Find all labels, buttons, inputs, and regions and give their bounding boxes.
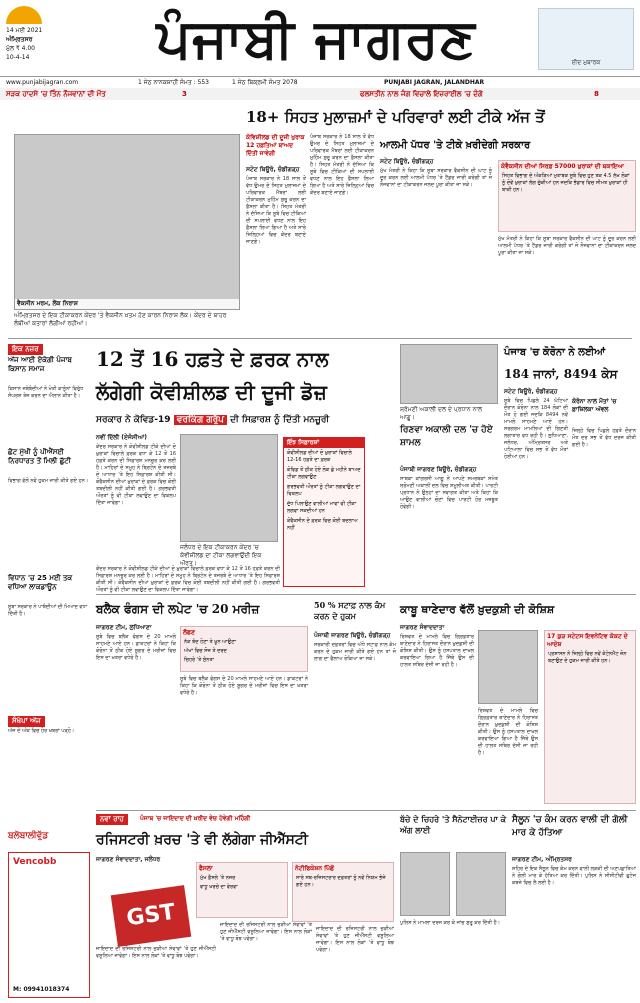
- fungus-symptoms-box: [180, 626, 308, 672]
- gst-headline[interactable]: ਰਜਿਸਟਰੀ ਖ਼ਰਚ 'ਤੇ ਵੀ ਲੱਗੇਗਾ ਜੀਐੱਸਟੀ: [96, 832, 308, 848]
- staff-order-byline: ਪੰਜਾਬੀ ਜਾਗਰਣ ਬਿਊਰੋ, ਚੰਡੀਗੜ੍ਹ: [314, 632, 391, 639]
- fungus-symptoms-title: ਲੱਛਣ: [183, 629, 195, 636]
- covishield-recommendations-box: [283, 437, 365, 587]
- suicide-photo: [478, 630, 538, 704]
- side-item-3-body: ਸੂਬਾ ਸਰਕਾਰ ਨੇ ਪਾਬੰਦੀਆਂ ਦੀ ਮਿਆਦ ਵਧਾ ਦਿੱਤੀ ਹੈ।: [8, 604, 88, 617]
- corona-sub-head[interactable]: ਕੋਰੋਨਾ ਨਾਲ ਮੌਤਾਂ 'ਚ ਫ਼ਾਜ਼ਿਲਕਾ ਅੱਵਲ: [572, 398, 617, 413]
- salon-body: ਸ਼ਹਿਰ ਦੇ ਇਕ ਸੈਲੂਨ ਵਿਚ ਕੰਮ ਕਰਨ ਵਾਲੀ ਲੜਕੀ ਦੀ ਅਣਪਛਾਤਿਆਂ ਨੇ ਗੋਲੀ ਮਾਰ ਕੇ ਹੱਤਿਆ ਕਰ ਦਿੱਤੀ। ਪੁਲਿਸ ਨੇ ਸੀਸੀਟੀਵੀ ਫੁਟੇਜ ਕਬਜ਼ੇ ਵਿਚ ਲੈ ਲਈ ਹੈ।: [512, 866, 636, 886]
- website-link[interactable]: www.punjabijagran.com: [6, 79, 79, 86]
- gst-decision-item: ਮੁੱਖ ਫ਼ੈਸਲੇ 'ਤੇ ਨਜ਼ਰ: [200, 875, 236, 881]
- containment-body: ਪ੍ਰਸ਼ਾਸਨ ਨੇ ਜ਼ਿਲ੍ਹੇ ਵਿਚ ਨਵੇਂ ਕੰਟੇਨਮੈਂਟ ਜ਼ੋਨ ਬਣਾਉਣ ਦੇ ਹੁਕਮ ਜਾਰੀ ਕੀਤੇ ਹਨ।: [548, 651, 627, 664]
- gst-notification-box: [292, 862, 394, 922]
- akali-headline[interactable]: ਰਿਣਵਾ ਅਕਾਲੀ ਦਲ 'ਚ ਹੋਏ ਸ਼ਾਮਲ: [400, 425, 493, 448]
- nanakshahi-samvat: 1 ਜੇਠ ਨਾਨਕਸ਼ਾਹੀ ਸੰਮਤ : 553: [138, 79, 209, 86]
- lead-kicker: ਕੋਵਿਸ਼ੀਲਡ ਦੀ ਦੂਜੀ ਖੁਰਾਕ 12 ਹਫ਼ਤਿਆਂ ਬਾਅਦ ਦਿੱਤੀ ਜਾਵੇਗੀ: [246, 134, 305, 157]
- covaxin-stock-body: ਸਿਹਤ ਵਿਭਾਗ ਦੇ ਅੰਕੜਿਆਂ ਮੁਤਾਬਕ ਸੂਬੇ ਵਿਚ ਹੁਣ ਤਕ 4.5 ਲੱਖ ਲੋਕਾਂ ਨੂੰ ਦੋਵੇਂ ਖ਼ੁਰਾਕਾਂ ਲੱਗ ਚੁੱਕੀਆਂ ਹਨ ਜਦਕਿ ਭੰਡਾਰ ਵਿਚ ਸੀਮਤ ਖ਼ੁਰਾਕਾਂ ਹੀ ਬਾਕੀ ਹਨ।: [502, 173, 630, 193]
- covishield-deck-pre: ਸਰਕਾਰ ਨੇ ਕੋਵਿਡ-19: [96, 415, 171, 425]
- sun-logo-icon: [6, 6, 42, 24]
- kids-photo: [400, 852, 450, 916]
- gst-body-3: ਜਾਇਦਾਦ ਦੀ ਰਜਿਸਟਰੀ ਨਾਲ ਜੁੜੀਆਂ ਸੇਵਾਵਾਂ 'ਤੇ ਹੁਣ ਜੀਐੱਸਟੀ ਵਸੂਲਿਆ ਜਾਵੇਗਾ। ਇਸ ਨਾਲ ਲੋਕਾਂ 'ਤੇ ਵਾਧੂ ਬੋਝ ਪਵੇਗਾ।: [316, 926, 394, 953]
- global-vaccine-headline[interactable]: ਆਲਮੀ ਪੱਧਰ 'ਤੇ ਟੀਕੇ ਖ਼ਰੀਦੇਗੀ ਸਰਕਾਰ: [380, 140, 531, 151]
- publisher-name: PUNJABI JAGRAN, JALANDHAR: [384, 79, 485, 86]
- newspaper-title: ਪੰਜਾਬੀ ਜਾਗਰਣ: [156, 6, 476, 70]
- suicide-headline[interactable]: ਕਾਬੂ ਥਾਣੇਦਾਰ ਵੱਲੋਂ ਖ਼ੁਦਕੁਸ਼ੀ ਦੀ ਕੋਸ਼ਿਸ਼: [400, 603, 555, 616]
- fungus-byline: ਜਾਗਰਣ ਟੀਮ, ਲੁਧਿਆਣਾ: [96, 624, 152, 631]
- teaser-left[interactable]: ਸੜਕ ਹਾਦਸੇ 'ਚ ਤਿੰਨ ਨੌਜਵਾਨਾਂ ਦੀ ਮੌਤ: [6, 90, 106, 98]
- lead-byline: ਸਟੇਟ ਬਿਊਰੋ, ਚੰਡੀਗੜ੍ਹ: [246, 166, 300, 173]
- kids-headline[interactable]: ਬੱਚੇ ਦੇ ਚਿਹਰੇ 'ਤੇ ਸੈਨੇਟਾਈਜ਼ਰ ਪਾ ਕੇ ਅੱਗ ਲਾਈ: [400, 814, 507, 835]
- lead-photo-label: ਵੈਕਸੀਨ ਮਰਮ, ਲੋਕ ਨਿਰਾਸ਼: [15, 299, 239, 309]
- side-item-2-body: ਵਿਭਾਗ ਵੱਲੋਂ ਨਵੇਂ ਹੁਕਮ ਜਾਰੀ ਕੀਤੇ ਗਏ ਹਨ।: [8, 478, 89, 484]
- lead-photo: [14, 134, 240, 310]
- covishield-photo-caption: ਜਲੰਧਰ ਦੇ ਇਕ ਟੀਕਾਕਰਨ ਕੇਂਦਰ 'ਚ ਕੋਵੀਸ਼ੀਲਡ ਦਾ ਟੀਕਾ ਲਗਵਾਉਂਦੀ ਇਕ ਔਰਤ।: [180, 544, 262, 567]
- symptom-item: ਨੱਕ ਬੰਦ ਹੋਣਾ ਤੇ ਖ਼ੂਨ ਆਉਣਾ: [184, 639, 236, 645]
- kids-photo-2: [456, 852, 506, 916]
- recommendations-title: ਇੰਝ ਸਿਫ਼ਾਰਸ਼ਾਂ: [284, 438, 364, 448]
- gst-logo-icon: GST: [111, 885, 192, 947]
- eid-greeting-label: ਈਦ ਮੁਬਾਰਕ: [571, 59, 601, 66]
- side-tag: ਇਕ ਨਜ਼ਰ: [8, 344, 43, 355]
- gst-body-2: ਜਾਇਦਾਦ ਦੀ ਰਜਿਸਟਰੀ ਨਾਲ ਜੁੜੀਆਂ ਸੇਵਾਵਾਂ 'ਤੇ ਹੁਣ ਜੀਐੱਸਟੀ ਵਸੂਲਿਆ ਜਾਵੇਗਾ। ਇਸ ਨਾਲ ਲੋਕਾਂ 'ਤੇ ਵਾਧੂ ਬੋਝ ਪਵੇਗਾ।: [220, 922, 312, 942]
- masthead-info-bar: [0, 76, 640, 88]
- symptom-item: ਅੱਖਾਂ ਵਿਚ ਸੋਜ਼ ਤੇ ਦਰਦ: [184, 648, 227, 654]
- lead-photo-caption: ਅੰਮ੍ਰਿਤਸਰ ਦੇ ਇਕ ਟੀਕਾਕਰਨ ਕੇਂਦਰ 'ਤੇ ਵੈਕਸੀਨ ਖ਼ਤਮ ਹੋਣ ਕਾਰਨ ਨਿਰਾਸ਼ ਲੋਕ। ਕੇਂਦਰ ਦੇ ਬਾਹਰ ਲੰਬੀਆਂ ਕਤਾਰਾਂ ਲੱਗੀਆਂ ਰਹੀਆਂ।: [14, 312, 227, 327]
- gst-kicker-label: ਨਵਾਂ ਰਾਹ: [96, 814, 128, 825]
- gst-notification-title: ਨੋਟੀਫਿਕੇਸ਼ਨ ਪਿੱਛੋਂ: [295, 865, 334, 872]
- vencobb-ad[interactable]: [8, 852, 90, 998]
- lead-body-1: ਪੰਜਾਬ ਸਰਕਾਰ ਨੇ 18 ਸਾਲ ਤੋਂ ਵੱਧ ਉਮਰ ਦੇ ਸਿਹਤ ਮੁਲਾਜ਼ਮਾਂ ਦੇ ਪਰਿਵਾਰਕ ਮੈਂਬਰਾਂ ਲਈ ਟੀਕਾਕਰਨ ਮੁਹਿੰਮ ਸ਼ੁਰੂ ਕਰਨ ਦਾ ਫ਼ੈਸਲਾ ਕੀਤਾ ਹੈ। ਸਿਹਤ ਮੰਤਰੀ ਨੇ ਦੱਸਿਆ ਕਿ ਸੂਬੇ ਵਿਚ ਟੀਕਿਆਂ ਦੀ ਸਪਲਾਈ ਵਧਣ ਨਾਲ ਇਹ ਫ਼ੈਸਲਾ ਲਿਆ ਗਿਆ ਹੈ ਅਤੇ ਸਾਰੇ ਜ਼ਿਲ੍ਹਿਆਂ ਵਿਚ ਕੇਂਦਰ ਬਣਾਏ ਜਾਣਗੇ।: [246, 176, 306, 245]
- suicide-body-2: ਰਿਸ਼ਵਤ ਦੇ ਮਾਮਲੇ ਵਿਚ ਗ੍ਰਿਫ਼ਤਾਰ ਥਾਣੇਦਾਰ ਨੇ ਹਿਰਾਸਤ ਦੌਰਾਨ ਖ਼ੁਦਕੁਸ਼ੀ ਦੀ ਕੋਸ਼ਿਸ਼ ਕੀਤੀ। ਉਸ ਨੂੰ ਹਸਪਤਾਲ ਦਾਖ਼ਲ ਕਰਵਾਇਆ ਗਿਆ ਹੈ ਜਿੱਥੇ ਉਸ ਦੀ ਹਾਲਤ ਸਥਿਰ ਦੱਸੀ ਜਾ ਰਹੀ ਹੈ।: [478, 708, 538, 756]
- teaser-right-page: 8: [594, 90, 599, 98]
- section-divider: [96, 594, 636, 595]
- salon-headline[interactable]: ਸੈਲੂਨ 'ਚ ਕੰਮ ਕਰਨ ਵਾਲੀ ਦੀ ਗੋਲੀ ਮਾਰ ਕੇ ਹੱਤਿਆ: [512, 815, 628, 838]
- corona-deaths-byline: ਸਟੇਟ ਬਿਊਰੋ, ਚੰਡੀਗੜ੍ਹ: [504, 388, 558, 395]
- symptom-item: ਚਿਹਰੇ 'ਤੇ ਸੁੰਨਤਾ: [184, 657, 214, 663]
- covishield-body: ਕੇਂਦਰ ਸਰਕਾਰ ਨੇ ਕੋਵੀਸ਼ੀਲਡ ਟੀਕੇ ਦੀਆਂ ਦੋ ਖ਼ੁਰਾਕਾਂ ਵਿਚਾਲੇ ਫ਼ਰਕ ਵਧਾ ਕੇ 12 ਤੋਂ 16 ਹਫ਼ਤੇ ਕਰਨ ਦੀ ਸਿਫ਼ਾਰਸ਼ ਮਨਜ਼ੂਰ ਕਰ ਲਈ ਹੈ। ਮਾਹਿਰਾਂ ਦੇ ਸਮੂਹ ਨੇ ਬ੍ਰਿਟੇਨ ਦੇ ਤਜਰਬੇ ਦੇ ਆਧਾਰ 'ਤੇ ਇਹ ਸਿਫ਼ਾਰਸ਼ ਕੀਤੀ ਸੀ। ਕੋਵੈਕਸੀਨ ਦੀਆਂ ਖ਼ੁਰਾਕਾਂ ਦੇ ਫ਼ਰਕ ਵਿਚ ਕੋਈ ਤਬਦੀਲੀ ਨਹੀਂ ਕੀਤੀ ਗਈ ਹੈ। ਗਰਭਵਤੀ ਔਰਤਾਂ ਨੂੰ ਵੀ ਟੀਕਾ ਲਵਾਉਣ ਦਾ ਵਿਕਲਪ ਦਿੱਤਾ ਜਾਵੇਗਾ।: [96, 444, 176, 506]
- akali-photo-caption: ਸ਼੍ਰੋਮਣੀ ਅਕਾਲੀ ਦਲ ਦੇ ਪ੍ਰਧਾਨ ਨਾਲ ਆਗੂ।: [400, 406, 483, 421]
- corona-deaths-headline-1[interactable]: ਪੰਜਾਬ 'ਚ ਕੋਰੋਨਾ ਨੇ ਲਈਆਂ: [504, 347, 606, 358]
- covishield-body-2: ਕੇਂਦਰ ਸਰਕਾਰ ਨੇ ਕੋਵੀਸ਼ੀਲਡ ਟੀਕੇ ਦੀਆਂ ਦੋ ਖ਼ੁਰਾਕਾਂ ਵਿਚਾਲੇ ਫ਼ਰਕ ਵਧਾ ਕੇ 12 ਤੋਂ 16 ਹਫ਼ਤੇ ਕਰਨ ਦੀ ਸਿਫ਼ਾਰਸ਼ ਮਨਜ਼ੂਰ ਕਰ ਲਈ ਹੈ। ਮਾਹਿਰਾਂ ਦੇ ਸਮੂਹ ਨੇ ਬ੍ਰਿਟੇਨ ਦੇ ਤਜਰਬੇ ਦੇ ਆਧਾਰ 'ਤੇ ਇਹ ਸਿਫ਼ਾਰਸ਼ ਕੀਤੀ ਸੀ। ਕੋਵੈਕਸੀਨ ਦੀਆਂ ਖ਼ੁਰਾਕਾਂ ਦੇ ਫ਼ਰਕ ਵਿਚ ਕੋਈ ਤਬਦੀਲੀ ਨਹੀਂ ਕੀਤੀ ਗਈ ਹੈ। ਗਰਭਵਤੀ ਔਰਤਾਂ ਨੂੰ ਵੀ ਟੀਕਾ ਲਵਾਉਣ ਦਾ ਵਿਕਲਪ ਦਿੱਤਾ ਜਾਵੇਗਾ।: [96, 566, 280, 593]
- akali-byline: ਪੰਜਾਬੀ ਜਾਗਰਣ ਬਿਊਰੋ, ਚੰਡੀਗੜ੍ਹ: [400, 466, 477, 473]
- gst-decision-title: ਫੈਸਲਾ: [199, 865, 213, 872]
- covishield-byline: ਨਵੀਂ ਦਿੱਲੀ (ਏਜੰਸੀਆਂ): [96, 434, 147, 441]
- staff-order-headline[interactable]: 50 % ਸਟਾਫ਼ ਨਾਲ ਕੰਮ ਕਰਨ ਦੇ ਹੁਕਮ: [314, 600, 386, 621]
- side-tag-2: ਸੰਖੇਪਾਂ ਅੱਜ: [8, 716, 45, 727]
- issue-city: ਅੰਮ੍ਰਿਤਸਰ: [6, 36, 33, 43]
- lead-body-2: ਪੰਜਾਬ ਸਰਕਾਰ ਨੇ 18 ਸਾਲ ਤੋਂ ਵੱਧ ਉਮਰ ਦੇ ਸਿਹਤ ਮੁਲਾਜ਼ਮਾਂ ਦੇ ਪਰਿਵਾਰਕ ਮੈਂਬਰਾਂ ਲਈ ਟੀਕਾਕਰਨ ਮੁਹਿੰਮ ਸ਼ੁਰੂ ਕਰਨ ਦਾ ਫ਼ੈਸਲਾ ਕੀਤਾ ਹੈ। ਸਿਹਤ ਮੰਤਰੀ ਨੇ ਦੱਸਿਆ ਕਿ ਸੂਬੇ ਵਿਚ ਟੀਕਿਆਂ ਦੀ ਸਪਲਾਈ ਵਧਣ ਨਾਲ ਇਹ ਫ਼ੈਸਲਾ ਲਿਆ ਗਿਆ ਹੈ ਅਤੇ ਸਾਰੇ ਜ਼ਿਲ੍ਹਿਆਂ ਵਿਚ ਕੇਂਦਰ ਬਣਾਏ ਜਾਣਗੇ।: [310, 134, 374, 196]
- global-vaccine-body-2: ਮੁੱਖ ਮੰਤਰੀ ਨੇ ਕਿਹਾ ਕਿ ਸੂਬਾ ਸਰਕਾਰ ਵੈਕਸੀਨ ਦੀ ਘਾਟ ਨੂੰ ਦੂਰ ਕਰਨ ਲਈ ਆਲਮੀ ਪੱਧਰ 'ਤੇ ਟੈਂਡਰ ਜਾਰੀ ਕਰੇਗੀ ਤਾਂ ਜੋ ਨੌਜਵਾਨਾਂ ਦਾ ਟੀਕਾਕਰਨ ਜਲਦ ਪੂਰਾ ਕੀਤਾ ਜਾ ਸਕੇ।: [498, 236, 636, 256]
- salon-byline: ਜਾਗਰਣ ਟੀਮ, ਅੰਮ੍ਰਿਤਸਰ: [512, 856, 572, 863]
- covaxin-stock-box: [498, 160, 636, 232]
- section-divider: [8, 338, 632, 339]
- suicide-body: ਰਿਸ਼ਵਤ ਦੇ ਮਾਮਲੇ ਵਿਚ ਗ੍ਰਿਫ਼ਤਾਰ ਥਾਣੇਦਾਰ ਨੇ ਹਿਰਾਸਤ ਦੌਰਾਨ ਖ਼ੁਦਕੁਸ਼ੀ ਦੀ ਕੋਸ਼ਿਸ਼ ਕੀਤੀ। ਉਸ ਨੂੰ ਹਸਪਤਾਲ ਦਾਖ਼ਲ ਕਰਵਾਇਆ ਗਿਆ ਹੈ ਜਿੱਥੇ ਉਸ ਦੀ ਹਾਲਤ ਸਥਿਰ ਦੱਸੀ ਜਾ ਰਹੀ ਹੈ।: [400, 634, 474, 668]
- covaxin-stock-title: ਕੋਵੈਕਸੀਨ ਦੀਆਂ ਸਿਰਫ਼ 57000 ਖ਼ੁਰਾਕਾਂ ਦੀ ਬਕਾਇਆ: [501, 163, 624, 170]
- containment-box: [544, 630, 636, 804]
- issue-price: ਮੁੱਲ ₹ 4.00: [6, 45, 35, 52]
- corona-sub-body: ਜ਼ਿਲ੍ਹੇ ਵਿਚ ਪਿਛਲੇ ਹਫ਼ਤੇ ਦੌਰਾਨ ਮੌਤ ਦਰ ਸਭ ਤੋਂ ਵੱਧ ਦਰਜ ਕੀਤੀ ਗਈ ਹੈ।: [572, 428, 636, 448]
- gst-body: ਜਾਇਦਾਦ ਦੀ ਰਜਿਸਟਰੀ ਨਾਲ ਜੁੜੀਆਂ ਸੇਵਾਵਾਂ 'ਤੇ ਹੁਣ ਜੀਐੱਸਟੀ ਵਸੂਲਿਆ ਜਾਵੇਗਾ। ਇਸ ਨਾਲ ਲੋਕਾਂ 'ਤੇ ਵਾਧੂ ਬੋਝ ਪਵੇਗਾ।: [96, 946, 216, 959]
- ad-title: Vencobb: [13, 857, 57, 867]
- covishield-headline-1[interactable]: 12 ਤੋਂ 16 ਹਫ਼ਤੇ ਦੇ ਫ਼ਰਕ ਨਾਲ: [96, 347, 329, 371]
- gst-decision-box: [196, 862, 288, 918]
- weather-info: 10-4-14: [6, 54, 30, 61]
- covishield-deck-post: ਦੀ ਸਿਫ਼ਾਰਸ਼ ਨੂੰ ਦਿੱਤੀ ਮਨਜ਼ੂਰੀ: [230, 415, 330, 425]
- section-divider: [96, 810, 636, 811]
- masthead-left-info: [6, 6, 88, 62]
- gst-decision-item: ਵਾਧੂ ਖ਼ਰਚੇ ਦਾ ਵੇਰਵਾ: [200, 884, 238, 890]
- teaser-right[interactable]: ਫਲਸਤੀਨ ਨਾਲ ਜੰਗ ਵਿਚਾਲੇ ਇਜ਼ਰਾਈਲ 'ਚ ਦੰਗੇ: [360, 90, 483, 98]
- covishield-headline-2[interactable]: ਲੱਗੇਗੀ ਕੋਵੀਸ਼ੀਲਡ ਦੀ ਦੂਜੀ ਡੋਜ਼: [96, 380, 327, 404]
- corona-deaths-headline-2[interactable]: 184 ਜਾਨਾਂ, 8494 ਕੇਸ: [504, 367, 618, 381]
- lead-headline[interactable]: 18+ ਸਿਹਤ ਮੁਲਾਜ਼ਮਾਂ ਦੇ ਪਰਿਵਾਰਾਂ ਲਈ ਟੀਕੇ ਅੱਜ ਤੋਂ: [246, 108, 545, 126]
- ad-phone: M: 09941018374: [13, 986, 70, 993]
- global-vaccine-byline: ਸਟੇਟ ਬਿਊਰੋ, ਚੰਡੀਗੜ੍ਹ: [380, 158, 434, 165]
- recommendation-item: ਕੋਵਿਡ ਤੋਂ ਠੀਕ ਹੋਏ ਲੋਕ ਛੇ ਮਹੀਨੇ ਬਾਅਦ ਟੀਕਾ ਲਗਵਾਉਣ: [287, 467, 361, 480]
- gst-notification-body: ਸਾਰੇ ਸਬ-ਰਜਿਸਟਰਾਰ ਦਫ਼ਤਰਾਂ ਨੂੰ ਨਵੇਂ ਨਿਯਮ ਭੇਜੇ ਗਏ ਹਨ।: [296, 875, 386, 888]
- teaser-bar: [0, 88, 640, 100]
- side-item-3-head[interactable]: ਵਿਧਾਨ 'ਚ 25 ਮਈ ਤਕ ਵਧਿਆ ਲਾਕਡਾਊਨ: [8, 574, 73, 591]
- fungus-body-2: ਸੂਬੇ ਵਿਚ ਬਲੈਕ ਫੰਗਸ ਦੇ 20 ਮਾਮਲੇ ਸਾਹਮਣੇ ਆਏ ਹਨ। ਡਾਕਟਰਾਂ ਨੇ ਕਿਹਾ ਕਿ ਕੋਰੋਨਾ ਤੋਂ ਠੀਕ ਹੋਏ ਸ਼ੂਗਰ ਦੇ ਮਰੀਜ਼ਾਂ ਵਿਚ ਇਸ ਦਾ ਖ਼ਤਰਾ ਵਧੇਰੇ ਹੈ।: [180, 676, 308, 696]
- issue-date: 14 ਮਈ 2021: [6, 27, 43, 34]
- side-item-1-body: ਕਿਸਾਨ ਜਥੇਬੰਦੀਆਂ ਨੇ ਖੇਤੀ ਕਾਨੂੰਨਾਂ ਵਿਰੁੱਧ ਸੰਘਰਸ਼ ਤੇਜ਼ ਕਰਨ ਦਾ ਐਲਾਨ ਕੀਤਾ ਹੈ।: [8, 386, 84, 399]
- bollywood-badge[interactable]: ਬਲੋਬਾਲੀਵੁੱਡ: [8, 831, 49, 841]
- covishield-deck-highlight: ਵਰਕਿੰਗ ਗਰੁੱਪ: [174, 415, 227, 425]
- gst-kicker: ਪੰਜਾਬ 'ਚ ਜਾਇਦਾਦ ਦੀ ਖ਼ਰੀਦ ਵੇਚ ਹੋਵੇਗੀ ਮਹਿੰਗੀ: [140, 815, 251, 822]
- staff-order-body: ਸਰਕਾਰੀ ਦਫ਼ਤਰਾਂ ਵਿਚ ਅੱਧੇ ਸਟਾਫ਼ ਨਾਲ ਕੰਮ ਕਰਨ ਦੇ ਹੁਕਮ ਜਾਰੀ ਕੀਤੇ ਗਏ ਹਨ ਤਾਂ ਜੋ ਲਾਗ ਦਾ ਫੈਲਾਅ ਰੋਕਿਆ ਜਾ ਸਕੇ।: [314, 642, 396, 662]
- side-item-1-head[interactable]: ਅੱਜ ਆਈ ਏਕੇਗੀ ਪੰਜਾਬ ਕਿਸਾਨ ਸਮਾਜ: [8, 356, 72, 373]
- suicide-byline: ਜਾਗਰਣ ਸੰਵਾਦਦਾਤਾ: [400, 624, 445, 631]
- teaser-left-page: 3: [182, 90, 187, 98]
- akali-photo: [400, 344, 498, 404]
- eid-greeting-panel: [538, 8, 634, 70]
- akali-body: ਸਾਬਕਾ ਕਾਂਗਰਸੀ ਆਗੂ ਨੇ ਆਪਣੇ ਸਮਰਥਕਾਂ ਸਮੇਤ ਸ਼੍ਰੋਮਣੀ ਅਕਾਲੀ ਦਲ ਵਿਚ ਸ਼ਮੂਲੀਅਤ ਕੀਤੀ। ਪਾਰਟੀ ਪ੍ਰਧਾਨ ਨੇ ਉਨ੍ਹਾਂ ਦਾ ਸਵਾਗਤ ਕੀਤਾ ਅਤੇ ਕਿਹਾ ਕਿ ਆਉਣ ਵਾਲੀਆਂ ਚੋਣਾਂ ਵਿਚ ਪਾਰਟੀ ਹੋਰ ਮਜ਼ਬੂਤ ਹੋਵੇਗੀ।: [400, 476, 498, 510]
- masthead: [0, 0, 640, 100]
- covishield-photo: [180, 434, 278, 542]
- kids-body: ਪੁਲਿਸ ਨੇ ਮਾਮਲਾ ਦਰਜ ਕਰ ਕੇ ਜਾਂਚ ਸ਼ੁਰੂ ਕਰ ਦਿੱਤੀ ਹੈ।: [400, 920, 501, 926]
- recommendation-item: ਦੁੱਧ ਪਿਲਾਉਣ ਵਾਲੀਆਂ ਮਾਵਾਂ ਵੀ ਟੀਕਾ ਲਗਵਾ ਸਕਦੀਆਂ ਹਨ: [287, 501, 357, 514]
- recommendation-item: ਕੋਵੈਕਸੀਨ ਦੇ ਫ਼ਰਕ ਵਿਚ ਕੋਈ ਬਦਲਾਅ ਨਹੀਂ: [287, 518, 358, 531]
- fungus-headline[interactable]: ਬਲੈਕ ਫੰਗਸ ਦੀ ਲਪੇਟ 'ਚ 20 ਮਰੀਜ਼: [96, 602, 260, 616]
- recommendation-item: ਕੋਵੀਸ਼ੀਲਡ ਦੀਆਂ ਦੋ ਖ਼ੁਰਾਕਾਂ ਵਿਚਾਲੇ 12-16 ਹਫ਼ਤੇ ਦਾ ਫ਼ਰਕ: [287, 450, 352, 463]
- containment-title: 17 ਕੁੜ ਸਟੇਟਸ ਇਵਨੋਟਿਵ ਕੋਕਟ ਦੇ ਆਦੇਸ਼: [547, 633, 628, 648]
- fungus-body: ਸੂਬੇ ਵਿਚ ਬਲੈਕ ਫੰਗਸ ਦੇ 20 ਮਾਮਲੇ ਸਾਹਮਣੇ ਆਏ ਹਨ। ਡਾਕਟਰਾਂ ਨੇ ਕਿਹਾ ਕਿ ਕੋਰੋਨਾ ਤੋਂ ਠੀਕ ਹੋਏ ਸ਼ੂਗਰ ਦੇ ਮਰੀਜ਼ਾਂ ਵਿਚ ਇਸ ਦਾ ਖ਼ਤਰਾ ਵਧੇਰੇ ਹੈ।: [96, 634, 176, 661]
- bikrami-samvat: 1 ਜੇਠ ਬਿਕ੍ਰਮੀ ਸੰਮਤ 2078: [232, 79, 298, 86]
- corona-deaths-body: ਸੂਬੇ ਵਿਚ ਪਿਛਲੇ 24 ਘੰਟਿਆਂ ਦੌਰਾਨ ਕੋਰੋਨਾ ਨਾਲ 184 ਲੋਕਾਂ ਦੀ ਮੌਤ ਹੋ ਗਈ ਜਦਕਿ 8494 ਨਵੇਂ ਮਾਮਲੇ ਸਾਹਮਣੇ ਆਏ ਹਨ। ਸਰਗਰਮ ਮਾਮਲਿਆਂ ਦੀ ਗਿਣਤੀ ਲਗਾਤਾਰ ਵਧ ਰਹੀ ਹੈ। ਲੁਧਿਆਣਾ, ਜਲੰਧਰ, ਅੰਮ੍ਰਿਤਸਰ ਅਤੇ ਪਟਿਆਲਾ ਵਿਚ ਸਭ ਤੋਂ ਵੱਧ ਮੌਤਾਂ ਹੋਈਆਂ ਹਨ।: [504, 398, 568, 460]
- global-vaccine-body: ਮੁੱਖ ਮੰਤਰੀ ਨੇ ਕਿਹਾ ਕਿ ਸੂਬਾ ਸਰਕਾਰ ਵੈਕਸੀਨ ਦੀ ਘਾਟ ਨੂੰ ਦੂਰ ਕਰਨ ਲਈ ਆਲਮੀ ਪੱਧਰ 'ਤੇ ਟੈਂਡਰ ਜਾਰੀ ਕਰੇਗੀ ਤਾਂ ਜੋ ਨੌਜਵਾਨਾਂ ਦਾ ਟੀਕਾਕਰਨ ਜਲਦ ਪੂਰਾ ਕੀਤਾ ਜਾ ਸਕੇ।: [380, 168, 492, 188]
- gst-byline: ਜਾਗਰਣ ਸੰਵਾਦਦਾਤਾ, ਜਲੰਧਰ: [96, 856, 161, 863]
- side-item-4-body: ਅੱਜ ਦੇ ਅੰਕ ਵਿਚ ਹੋਰ ਖ਼ਬਰਾਂ ਪੜ੍ਹੋ।: [8, 728, 75, 734]
- recommendation-item: ਗਰਭਵਤੀ ਔਰਤਾਂ ਨੂੰ ਟੀਕਾ ਲਗਵਾਉਣ ਦਾ ਵਿਕਲਪ: [287, 484, 361, 497]
- side-item-2-head[interactable]: ਛੋਟ ਮੁੱਖੀ ਨੂੰ ਪੀਐੱਸਈ ਨਿਰਧਾਰਤ ਤੋਂ ਮਿਲੀ ਛੁੱਟੀ: [8, 448, 71, 465]
